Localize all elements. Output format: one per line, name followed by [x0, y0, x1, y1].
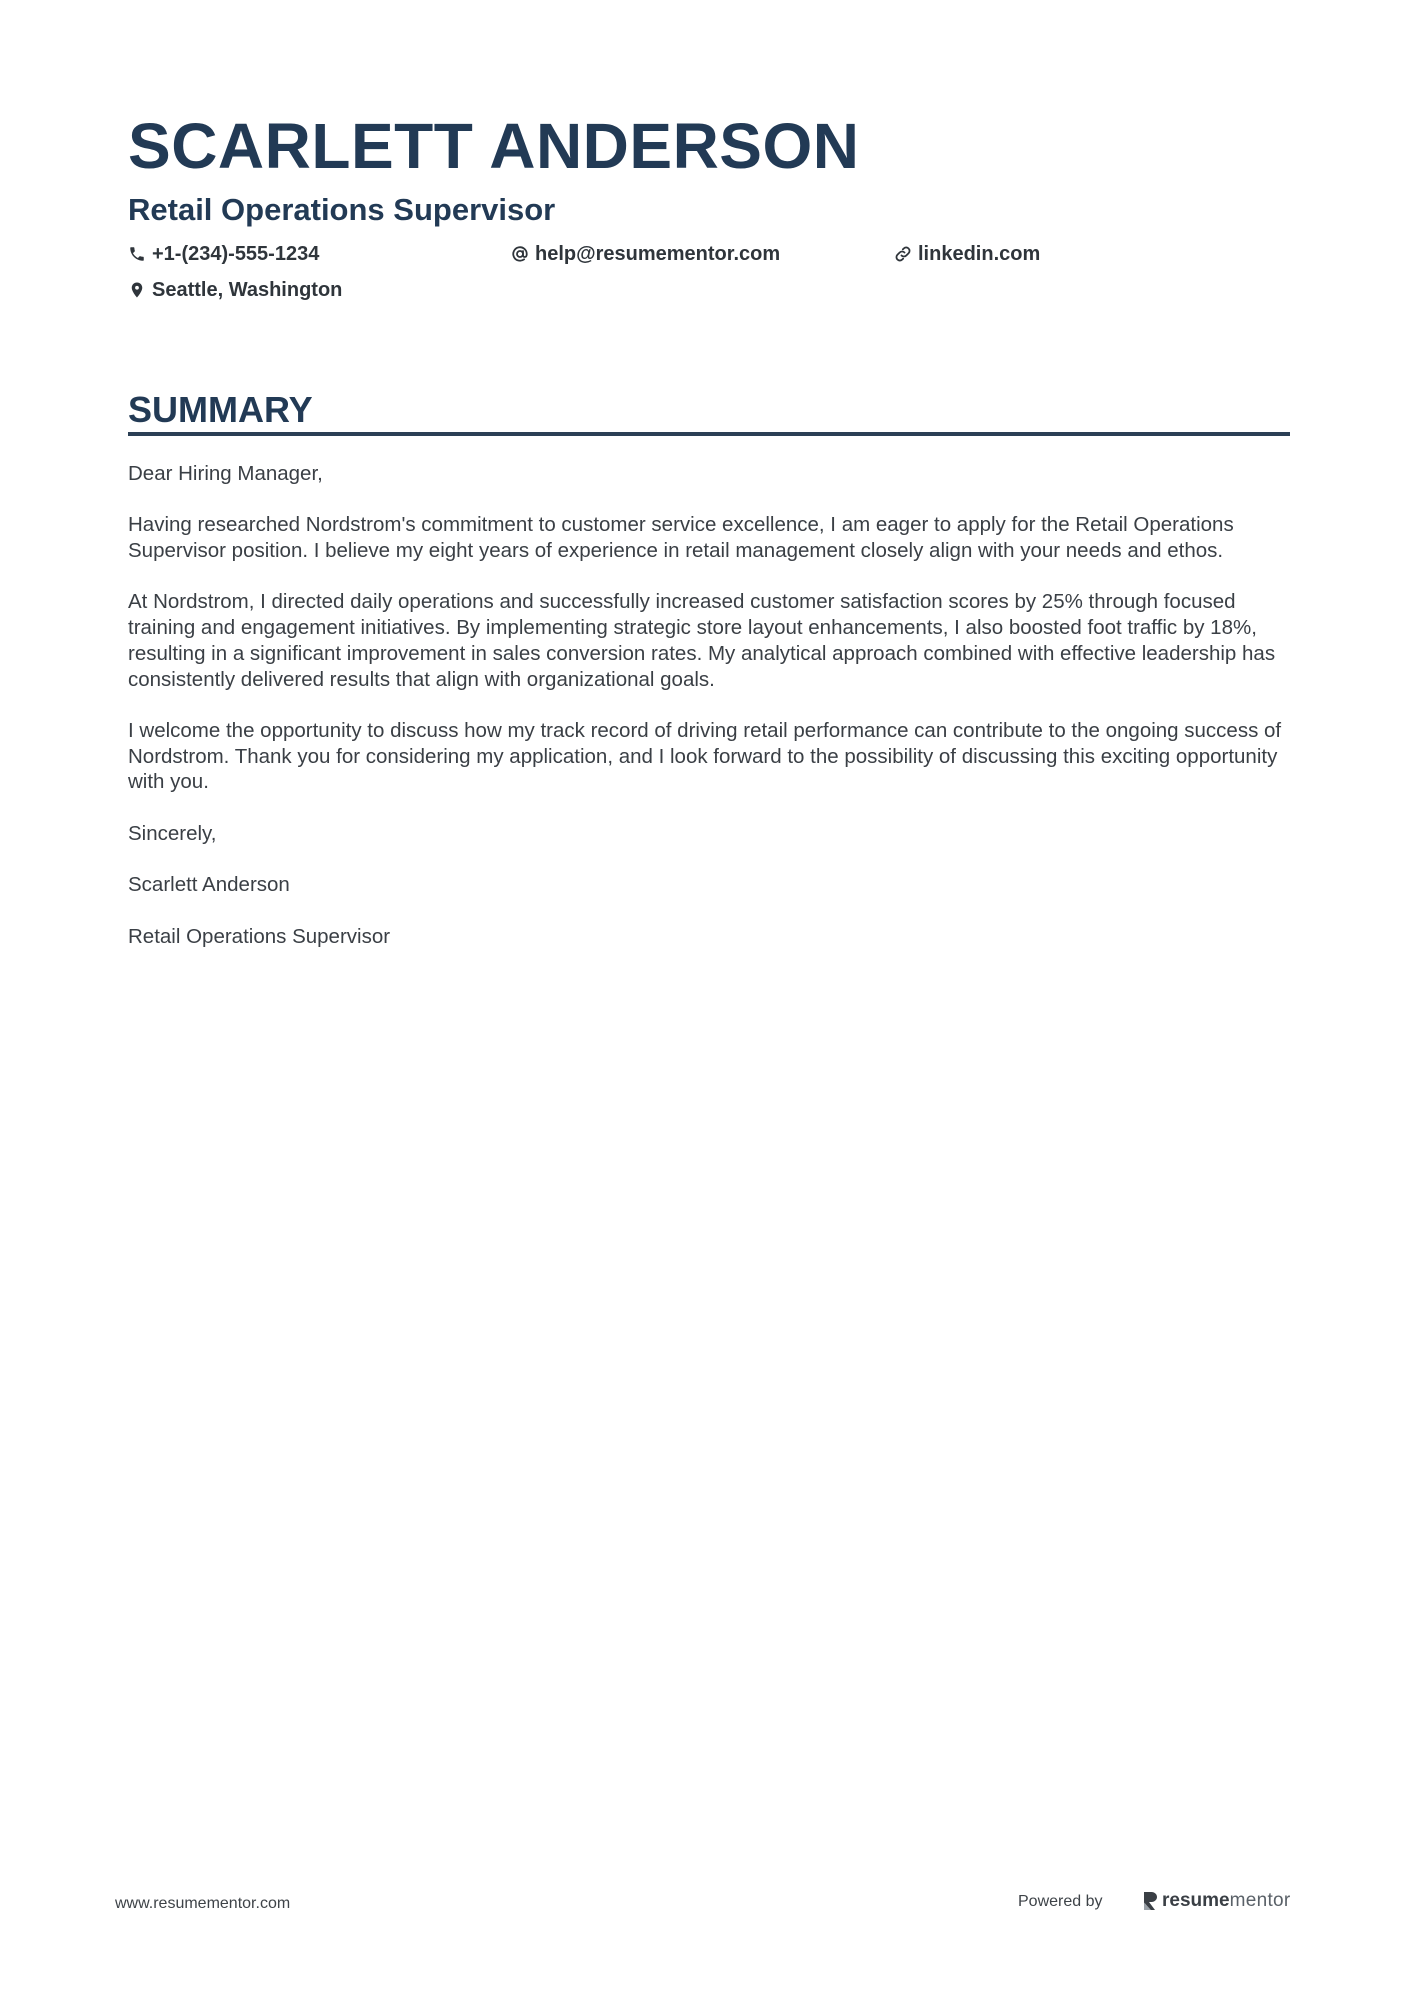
- section-title-summary: SUMMARY: [128, 389, 313, 430]
- letter-paragraph: Having researched Nordstrom's commitment to customer service excellence, I am eager to apply for the Retail Operations Supervisor position. I believe my eight years of experience in retail management closely align with your needs and ethos.: [128, 513, 1234, 563]
- brand-name-resume: resume: [1162, 1890, 1230, 1911]
- contact-location: [128, 277, 342, 303]
- letter-body: [128, 461, 1290, 975]
- location-pin-icon: [128, 281, 146, 299]
- phone-text: +1-(234)-555-1234: [152, 243, 320, 265]
- phone-icon: [128, 245, 146, 263]
- contact-email: [511, 241, 780, 267]
- link-icon: [894, 245, 912, 263]
- footer-brand-logo[interactable]: [1142, 1889, 1291, 1913]
- job-title: Retail Operations Supervisor: [128, 192, 556, 227]
- at-sign-icon: [511, 245, 529, 263]
- link-text: linkedin.com: [918, 243, 1041, 265]
- letter-paragraph: I welcome the opportunity to discuss how my track record of driving retail performance can contribute to the ongoing success of Nordstrom. Thank you for considering my application, and I look forward to the possibility of discussing this exciting opportunity with you.: [128, 718, 1282, 794]
- section-divider: [128, 432, 1290, 436]
- contact-link: [894, 241, 1040, 267]
- letter-paragraph: At Nordstrom, I directed daily operations and successfully increased customer satisfaction scores by 25% through focused training and engagement initiatives. By implementing strategic store layout enhancements, I also boosted foot traffic by 18%, resulting in a significant improvement in sales conversion rates. My analytical approach combined with effective leadership has consistently delivered results that align with organizational goals.: [128, 590, 1276, 691]
- signature-name: Scarlett Anderson: [128, 873, 290, 897]
- signature-title: Retail Operations Supervisor: [128, 924, 391, 948]
- salutation: Dear Hiring Manager,: [128, 462, 323, 485]
- email-text: help@resumementor.com: [535, 243, 781, 265]
- footer-website[interactable]: www.resumementor.com: [115, 1895, 291, 1912]
- closing: Sincerely,: [128, 821, 217, 845]
- footer-powered-by: Powered by: [1018, 1893, 1103, 1910]
- resumementor-logo-icon: [1142, 1890, 1159, 1912]
- location-text: Seattle, Washington: [152, 279, 343, 301]
- brand-name-mentor: mentor: [1229, 1890, 1291, 1911]
- contact-phone: [128, 241, 319, 267]
- candidate-name: SCARLETT ANDERSON: [128, 110, 860, 182]
